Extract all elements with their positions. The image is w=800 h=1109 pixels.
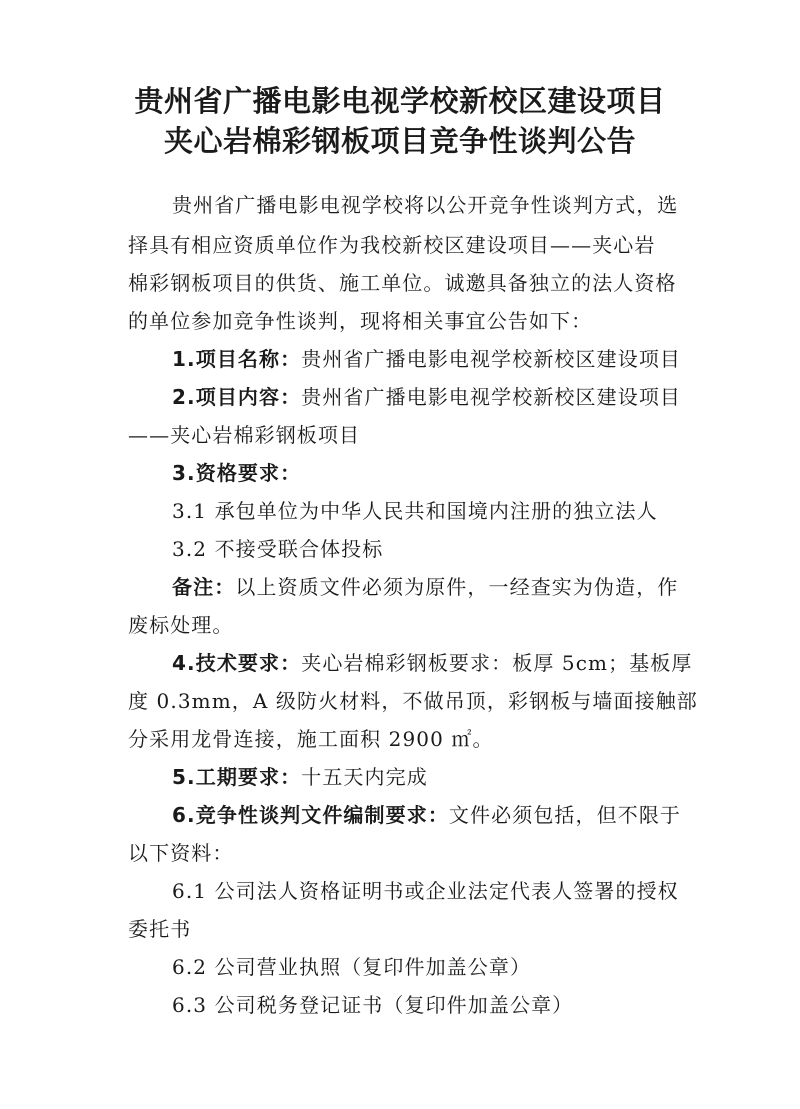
item-1 (172, 341, 681, 377)
item-4-continuation-2: 分采用龙骨连接，施工面积 2900 ㎡。 (128, 727, 494, 751)
item-4-text: 夹心岩棉彩钢板要求：板厚 5cm；基板厚 (301, 651, 693, 675)
item-5-text: 十五天内完成 (301, 765, 428, 789)
note-text: 以上资质文件必须为原件，一经查实为伪造，作 (235, 575, 679, 599)
item-4-label: 4.技术要求： (172, 651, 302, 675)
title-line-2: 夹心岩棉彩钢板项目竞争性谈判公告 (163, 124, 636, 158)
item-6-label: 6.竞争性谈判文件编制要求： (172, 803, 449, 827)
intro-line-3: 棉彩钢板项目的供货、施工单位。诚邀具备独立的法人资格 (128, 271, 677, 295)
item-1-text: 贵州省广播电影电视学校新校区建设项目 (301, 347, 682, 371)
item-6 (172, 797, 681, 833)
item-3-sub-2: 3.2 不接受联合体投标 (172, 537, 384, 561)
item-6-sub-1: 6.1 公司法人资格证明书或企业法定代表人签署的授权 (172, 879, 679, 903)
item-5-label: 5.工期要求： (172, 765, 302, 789)
item-3-sub-1: 3.1 承包单位为中华人民共和国境内注册的独立法人 (172, 499, 658, 523)
item-6-sub-3: 6.3 公司税务登记证书（复印件加盖公章） (172, 993, 574, 1017)
item-6-continuation: 以下资料： (128, 841, 234, 865)
item-2 (172, 379, 681, 415)
item-1-label: 1.项目名称： (172, 347, 302, 371)
intro-line-2: 择具有相应资质单位作为我校新校区建设项目——夹心岩 (128, 233, 656, 257)
item-5 (172, 759, 428, 795)
item-4 (172, 645, 692, 681)
item-6-sub-2: 6.2 公司营业执照（复印件加盖公章） (172, 955, 532, 979)
intro-line-4: 的单位参加竞争性谈判，现将相关事宜公告如下： (128, 309, 593, 333)
note (172, 569, 678, 605)
item-4-continuation-1: 度 0.3mm，A 级防火材料，不做吊顶，彩钢板与墙面接触部 (128, 689, 698, 713)
item-6-sub-1-continuation: 委托书 (128, 917, 192, 941)
item-2-label: 2.项目内容： (172, 385, 302, 409)
item-2-continuation: ——夹心岩棉彩钢板项目 (128, 423, 361, 447)
item-2-text: 贵州省广播电影电视学校新校区建设项目 (301, 385, 682, 409)
intro-line-1: 贵州省广播电影电视学校将以公开竞争性谈判方式，选 (172, 193, 679, 217)
item-3-label: 3.资格要求： (172, 461, 302, 485)
item-6-text: 文件必须包括，但不限于 (448, 803, 682, 827)
note-label: 备注： (172, 575, 236, 599)
title-line-1: 贵州省广播电影电视学校新校区建设项目 (134, 84, 666, 118)
note-continuation: 废标处理。 (128, 613, 234, 637)
